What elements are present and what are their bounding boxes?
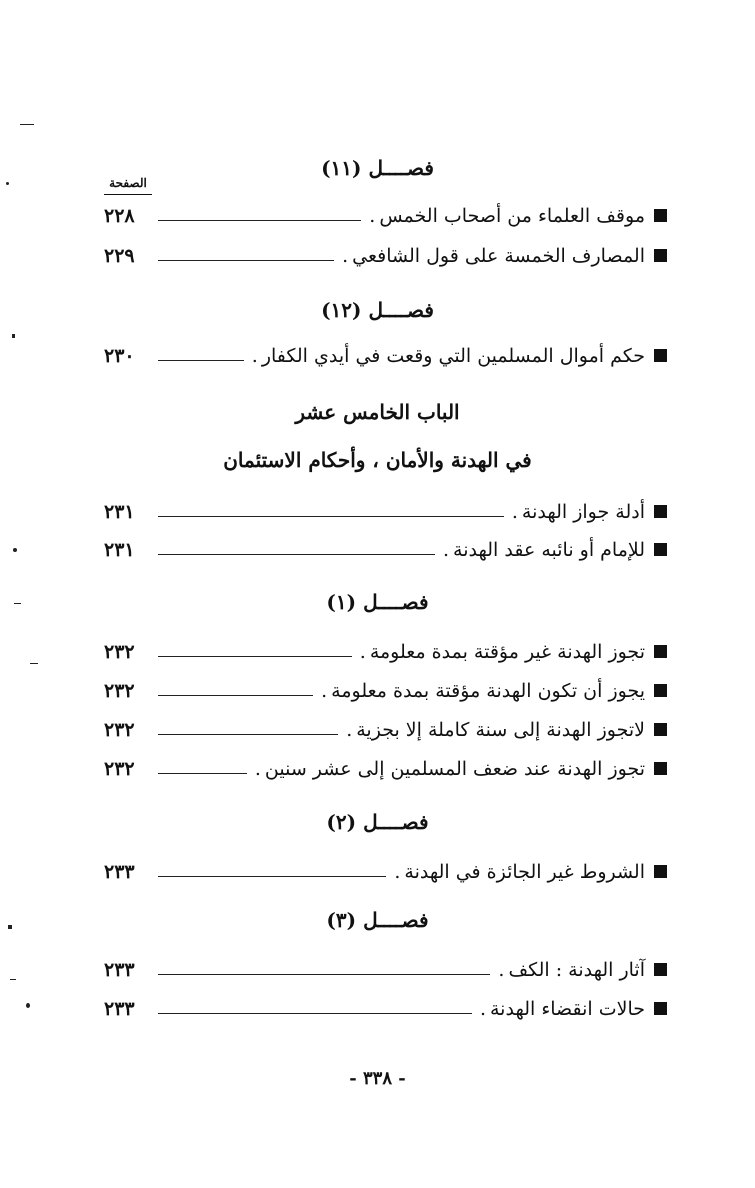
toc-leader-line: [158, 516, 504, 517]
toc-entry-page: ٢٣٢: [104, 758, 135, 780]
toc-entry: [104, 675, 667, 705]
scan-mark: [12, 334, 15, 338]
scan-mark: [6, 182, 9, 185]
toc-entry-dot: .: [443, 539, 450, 561]
toc-entry-title: موقف العلماء من أصحاب الخمس: [379, 205, 645, 227]
toc-entry: [104, 714, 667, 744]
toc-entry-title: لاتجوز الهدنة إلى سنة كاملة إلا بجزية: [356, 719, 645, 741]
toc-entry-page: ٢٣٢: [104, 719, 135, 741]
square-bullet-icon: [654, 209, 667, 222]
toc-entry-page: ٢٣٠: [104, 345, 135, 367]
toc-entry-dot: .: [369, 205, 376, 227]
toc-entry: [104, 636, 667, 666]
toc-entry: [104, 496, 667, 526]
toc-leader-line: [158, 773, 247, 774]
toc-entry-page: ٢٣٣: [104, 998, 135, 1020]
toc-entry-dot: .: [394, 861, 401, 883]
scan-mark: [10, 979, 16, 980]
square-bullet-icon: [654, 762, 667, 775]
toc-entry-page: ٢٣١: [104, 539, 135, 561]
square-bullet-icon: [654, 505, 667, 518]
square-bullet-icon: [654, 645, 667, 658]
toc-entry-dot: .: [498, 959, 505, 981]
page-number: - ٣٣٨ -: [349, 1068, 406, 1089]
toc-leader-line: [158, 695, 313, 696]
section-heading-1: فصــــل (١): [326, 590, 429, 614]
toc-leader-line: [158, 554, 435, 555]
square-bullet-icon: [654, 865, 667, 878]
square-bullet-icon: [654, 963, 667, 976]
toc-entry: [104, 753, 667, 783]
chapter-subtitle: في الهدنة والأمان ، وأحكام الاستئمان: [223, 448, 532, 472]
toc-entry-title: يجوز أن تكون الهدنة مؤقتة بمدة معلومة: [331, 680, 645, 702]
scan-mark: [30, 663, 38, 664]
toc-entry: [104, 993, 667, 1023]
toc-entry-page: ٢٣٢: [104, 641, 135, 663]
toc-entry-title: حالات انقضاء الهدنة: [490, 998, 645, 1020]
section-heading-12: فصــــل (١٢): [321, 298, 434, 322]
square-bullet-icon: [654, 1002, 667, 1015]
toc-entry-page: ٢٢٩: [104, 245, 135, 267]
toc-leader-line: [158, 260, 334, 261]
scan-mark: [13, 548, 17, 552]
scan-mark: [8, 925, 12, 929]
toc-entry-dot: .: [511, 501, 518, 523]
toc-entry-dot: .: [251, 345, 258, 367]
toc-entry-title: للإمام أو نائبه عقد الهدنة: [453, 539, 645, 561]
toc-entry-page: ٢٢٨: [104, 205, 135, 227]
toc-entry-title: أدلة جواز الهدنة: [521, 501, 645, 523]
page-column-label: الصفحة: [109, 176, 147, 190]
page-column-label-underline: [104, 194, 152, 195]
toc-leader-line: [158, 1013, 472, 1014]
square-bullet-icon: [654, 543, 667, 556]
square-bullet-icon: [654, 684, 667, 697]
toc-entry-dot: .: [342, 245, 349, 267]
toc-leader-line: [158, 656, 352, 657]
chapter-title: الباب الخامس عشر: [295, 400, 460, 424]
toc-entry-title: حكم أموال المسلمين التي وقعت في أيدي الكفار: [261, 345, 645, 367]
scan-mark: [20, 124, 34, 125]
toc-entry-title: الشروط غير الجائزة في الهدنة: [404, 861, 645, 883]
toc-entry-title: المصارف الخمسة على قول الشافعي: [352, 245, 645, 267]
toc-entry: [104, 954, 667, 984]
toc-entry: [104, 200, 667, 230]
toc-entry-dot: .: [346, 719, 353, 741]
toc-entry-dot: .: [254, 758, 261, 780]
toc-entry-page: ٢٣١: [104, 501, 135, 523]
toc-entry: [104, 856, 667, 886]
toc-entry-dot: .: [321, 680, 328, 702]
section-heading-3: فصــــل (٣): [326, 908, 429, 932]
square-bullet-icon: [654, 349, 667, 362]
square-bullet-icon: [654, 249, 667, 262]
square-bullet-icon: [654, 723, 667, 736]
toc-leader-line: [158, 974, 490, 975]
toc-entry-page: ٢٣٣: [104, 959, 135, 981]
toc-entry-page: ٢٣٢: [104, 680, 135, 702]
toc-leader-line: [158, 360, 244, 361]
toc-entry: [104, 340, 667, 370]
scan-mark: [14, 603, 21, 604]
toc-leader-line: [158, 876, 386, 877]
toc-entry: [104, 240, 667, 270]
toc-entry-dot: .: [479, 998, 486, 1020]
toc-entry: [104, 534, 667, 564]
toc-leader-line: [158, 734, 338, 735]
section-heading-2: فصــــل (٢): [326, 810, 429, 834]
section-heading-11: فصــــل (١١): [321, 156, 434, 180]
scan-mark: [26, 1003, 30, 1008]
toc-entry-title: تجوز الهدنة عند ضعف المسلمين إلى عشر سنين: [264, 758, 645, 780]
toc-entry-title: تجوز الهدنة غير مؤقتة بمدة معلومة: [369, 641, 645, 663]
toc-entry-title: آثار الهدنة : الكف: [508, 959, 645, 981]
toc-entry-page: ٢٣٣: [104, 861, 135, 883]
toc-entry-dot: .: [359, 641, 366, 663]
toc-leader-line: [158, 220, 361, 221]
